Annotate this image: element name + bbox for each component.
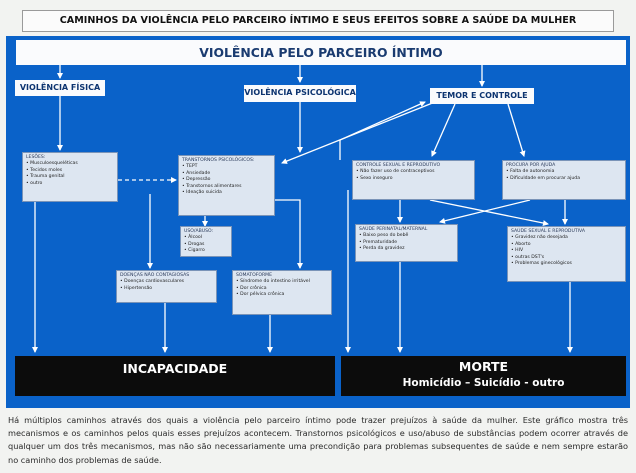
box-lesoes: [22, 152, 118, 202]
category-temor-controle: TEMOR E CONTROLE: [430, 88, 534, 104]
list-item: • Doenças cardiovasculares: [120, 279, 185, 285]
box-procura-ajuda: [502, 160, 626, 200]
box-somatoforme: [232, 270, 332, 315]
list-item: • Dor crônica: [236, 285, 267, 291]
list-item: • Sexo inseguro: [356, 175, 393, 181]
arrow-temor-transtornos: [282, 102, 435, 163]
main-header: VIOLÊNCIA PELO PARCEIRO ÍNTIMO: [16, 40, 626, 65]
box-perinatal-title: SAÚDE PERINATAL/MATERNAL: [359, 227, 428, 232]
list-item: • Problemas ginecológicos: [511, 261, 572, 267]
category-violencia-psicologica: VIOLÊNCIA PSICOLÓGICA: [244, 85, 356, 102]
list-item: • Perda da gravidez: [359, 246, 405, 252]
outcome-incapacidade: INCAPACIDADE: [15, 356, 335, 396]
diagram-title: CAMINHOS DA VIOLÊNCIA PELO PARCEIRO ÍNTIMO E SEUS EFEITOS SOBRE A SAÚDE DA MULHER: [22, 10, 614, 32]
list-item: • Transtornos alimentares: [182, 183, 242, 189]
box-somatoforme-title: SOMATOFORME: [236, 273, 273, 278]
list-item: • Baixo peso do bebê: [359, 233, 409, 239]
list-item: • Ideação suicida: [182, 190, 222, 196]
list-item: • Aborto: [511, 241, 531, 247]
category-violencia-fisica: VIOLÊNCIA FÍSICA: [15, 80, 105, 96]
box-lesoes-title: LESÕES:: [26, 155, 46, 160]
list-item: • Álcool: [184, 235, 203, 241]
list-item: • Falta de autonomia: [506, 169, 555, 175]
arrow-transtornos-somato: [275, 200, 300, 268]
outcome-morte-title: MORTE: [458, 359, 509, 374]
list-item: • Drogas: [184, 241, 205, 247]
list-item: • Ansiedade: [182, 170, 211, 176]
arrow-temor-procura: [508, 104, 524, 156]
list-item: • Trauma genital: [26, 174, 65, 180]
list-item: • Dificuldade em procurar ajuda: [506, 175, 581, 181]
box-saude-perinatal: [355, 224, 458, 262]
list-item: • Cigarro: [184, 248, 205, 254]
list-item: • outras DST's: [511, 254, 545, 260]
list-item: • Tecidos moles: [26, 167, 63, 173]
arrow-temor-controle: [432, 104, 455, 156]
box-transtornos-title: TRANSTORNOS PSICOLÓGICOS:: [182, 158, 255, 163]
box-procura-title: PROCURA POR AJUDA: [506, 163, 556, 168]
list-item: • Dor pélvica crônica: [236, 292, 285, 298]
box-transtornos: [178, 155, 275, 216]
outcome-morte: [341, 356, 626, 396]
caption: Há múltiplos caminhos através dos quais a violência pelo parceiro íntimo pode trazer prejuízos à saúde da mulher. Este gráfico mostra três mecanismos e os caminhos pelos quais esses prejuízos acontecem. Transtornos psicológicos e uso/abuso de substâncias podem ocorrer através de qualquer um dos três mecanismos, mas não são necessariamente uma precondição para problemas subsequentes de saúde e nem sempre estarão no caminho dos problemas de saúde.: [8, 415, 628, 465]
box-uso-abuso: [180, 226, 232, 257]
box-sexual-title: SAÚDE SEXUAL E REPRODUTIVA: [511, 229, 585, 234]
list-item: • Gravidez não desejada: [511, 235, 568, 241]
box-controle-title: CONTROLE SEXUAL E REPRODUTIVO: [356, 163, 441, 168]
list-item: • TEPT: [182, 164, 198, 170]
box-saude-sexual-reprodutiva: [507, 226, 626, 282]
list-item: • Não fazer uso de contraceptivos: [356, 169, 435, 175]
list-item: • Síndrome do intestino irritável: [236, 279, 310, 285]
box-doencas: [116, 270, 217, 303]
list-item: • Musculoesqueléticas: [26, 161, 78, 167]
list-item: • outro: [26, 180, 43, 186]
list-item: • Hipertensão: [120, 285, 153, 291]
list-item: • HIV: [511, 248, 524, 254]
box-controle-sexual-reprodutivo: [352, 160, 475, 200]
list-item: • Prematuridade: [359, 239, 398, 245]
box-uso-abuso-title: USO/ABUSO:: [184, 229, 214, 234]
arrow-procura-perinatal: [440, 200, 530, 222]
outcome-morte-subtitle: Homicídio – Suicídio - outro: [402, 377, 565, 389]
box-doencas-title: DOENÇAS NÃO CONTAGIOSAS: [120, 273, 190, 278]
list-item: • Depressão: [182, 177, 211, 183]
